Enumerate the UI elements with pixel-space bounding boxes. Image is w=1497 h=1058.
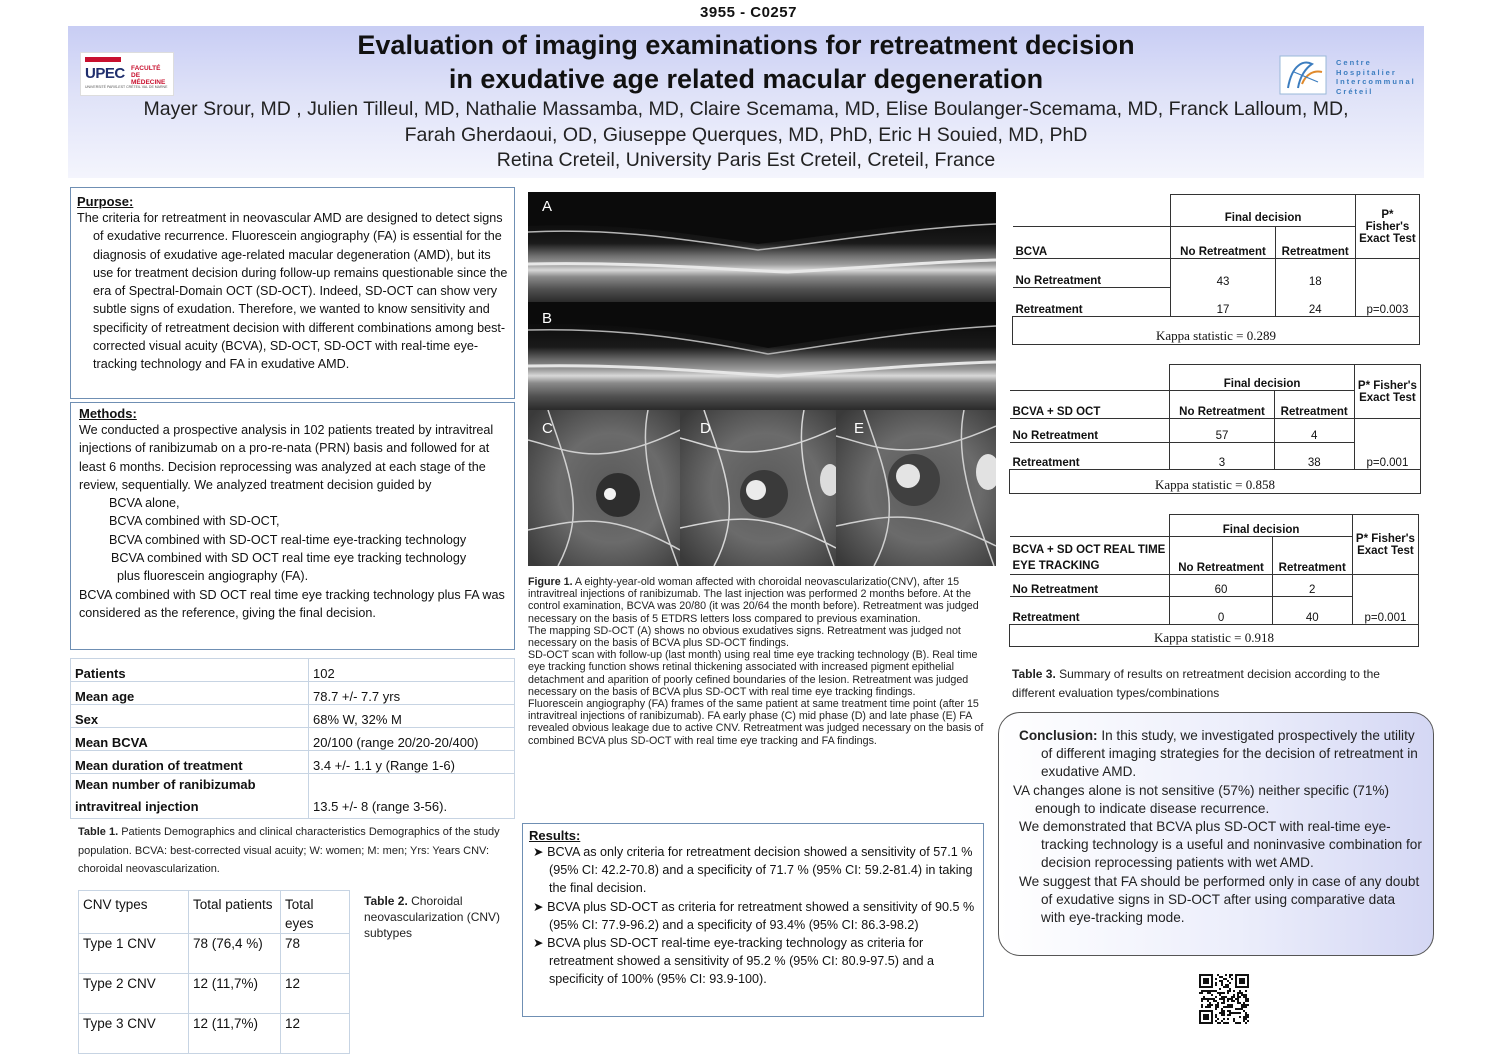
arrow-bullet-icon: ➤ xyxy=(533,936,548,951)
cell: Type 1 CNV xyxy=(79,934,189,974)
table-row xyxy=(71,659,515,682)
authors xyxy=(68,97,1424,174)
cell: 78 (76,4 %) xyxy=(189,934,281,974)
table-header: CNV types xyxy=(79,891,189,934)
demo-label: Mean age xyxy=(71,682,309,705)
logo-red-bar xyxy=(85,57,121,62)
row-label: No Retreatment xyxy=(1010,419,1170,443)
purpose-heading: Purpose: xyxy=(77,194,134,209)
table-row xyxy=(1010,515,1419,537)
results-bullet xyxy=(529,934,977,989)
results-bullet xyxy=(529,843,977,898)
caption-paragraph: Fluorescein angiography (FA) frames of the same patient at same treatment time point (after 15 intravitreal injections of ranibizumab). FA early phase (C) mid phase (D) and late phase (E) FA revealed obvious leakage due to active CNV. Retreatment was judged necessary on the basis of combined BCVA plus SD-OCT with real time eye tracking and FA findings. xyxy=(528,698,984,747)
logo-upec-text: UPEC xyxy=(85,65,125,82)
row-label: Retreatment xyxy=(1010,597,1170,625)
methods-item: BCVA combined with SD-OCT real-time eye-tracking technology xyxy=(109,532,467,547)
results-section xyxy=(522,823,984,1017)
upec-logo xyxy=(80,52,174,96)
title-line-1: Evaluation of imaging examinations for retreatment decision xyxy=(357,30,1135,60)
fisher-line1: P* Fisher's xyxy=(1355,532,1415,545)
table-row xyxy=(1010,575,1419,597)
oct-image-a xyxy=(528,192,996,302)
panel-label: D xyxy=(700,420,711,437)
figure-1-images xyxy=(528,192,996,566)
conclusion-paragraph xyxy=(1019,727,1423,782)
demo-value: 13.5 +/- 8 (range 3-56). xyxy=(309,774,515,819)
cell: 12 xyxy=(281,1014,350,1054)
conclusion-paragraph: We demonstrated that BCVA plus SD-OCT with real-time eye-tracking technology is a useful and noninvasive combination for decision reprocessing patients with wet AMD. xyxy=(1019,819,1422,871)
demo-label: Mean BCVA xyxy=(71,728,309,751)
conclusion-paragraph: We suggest that FA should be performed only in case of any doubt of exudative signs in SD-OCT after using comparative data with eye-tracking mode. xyxy=(1019,873,1420,926)
row-label-header: BCVA xyxy=(1013,227,1171,259)
caption-lead: Figure 1. xyxy=(528,576,573,588)
cell: 0 xyxy=(1170,597,1272,625)
caption-text: A eighty-year-old woman affected with choroidal neovascularizatio(CNV), after 15 intravitreal injections of ranibizumab. The last injection was performed 2 months before. At the control examination, BCVA was 20/80 (it was 20/64 the month before). Retreatment was judged necessary on the basis of 5 ETDRS letters loss compared to previous examination. xyxy=(528,576,979,625)
table-row xyxy=(1010,625,1419,647)
purpose-section xyxy=(70,187,515,399)
figure1-caption xyxy=(528,576,990,747)
col-header: No Retreatment xyxy=(1171,227,1275,259)
fisher-line2: Exact Test xyxy=(1359,232,1416,245)
cell: 2 xyxy=(1272,575,1352,597)
panel-label: A xyxy=(542,198,553,215)
table-row xyxy=(1010,419,1421,443)
cell: 40 xyxy=(1272,597,1352,625)
oct-image-b xyxy=(528,302,996,410)
demo-value: 102 xyxy=(309,659,515,682)
cell: 78 xyxy=(281,934,350,974)
poster-id: 3955 - C0257 xyxy=(700,4,797,21)
cell: 38 xyxy=(1274,443,1354,470)
caption-lead: Table 3. xyxy=(1012,667,1056,681)
panel-label: E xyxy=(854,420,865,437)
demo-value: 68% W, 32% M xyxy=(309,705,515,728)
demo-label xyxy=(71,774,309,819)
authors-line-2: Farah Gherdaoui, OD, Giuseppe Querques, MD, PhD, Eric H Souied, MD, PhD xyxy=(404,123,1088,146)
demo-value: 78.7 +/- 7.7 yrs xyxy=(309,682,515,705)
demo-label: Sex xyxy=(71,705,309,728)
fisher-line1: P* Fisher's xyxy=(1365,208,1410,233)
row-label-line2: EYE TRACKING xyxy=(1012,560,1100,572)
caption-paragraph: SD-OCT scan with follow-up (last month) using real time eye tracking technology (B). Real time eye tracking function shows retinal thickening associated with increased pigment epithelial detachment and aparition of poorly cefined boundaries of the lesion. Retreatment was judged necessary on the basis of BCVA plus SD-OCT with real time eye tracking findings. xyxy=(528,649,978,698)
methods-item-cont: plus fluorescein angiography (FA). xyxy=(117,569,309,584)
caption-paragraph xyxy=(528,576,990,625)
methods-item: BCVA combined with SD-OCT, xyxy=(109,514,280,529)
arrow-bullet-icon: ➤ xyxy=(533,845,548,859)
table-row xyxy=(79,1014,350,1054)
fisher-header xyxy=(1354,365,1420,419)
final-decision-header: Final decision xyxy=(1171,195,1355,227)
methods-item: BCVA combined with SD OCT real time eye tracking technology xyxy=(111,551,467,566)
table-row xyxy=(71,774,515,819)
chic-logo xyxy=(1278,54,1416,98)
methods-outro: BCVA combined with SD OCT real time eye tracking technology plus FA was considered as the reference, giving the final decision. xyxy=(79,587,505,620)
results-bullet-text: BCVA plus SD-OCT as criteria for retreatment showed a sensitivity of 90.5 % (95% CI: 77.9-96.2) and a specificity of 93.4% (95% CI: 86.3-98.2) xyxy=(547,899,975,932)
decision-table-bcva-sdoct-eyetracking xyxy=(1009,514,1419,647)
col-header: Retreatment xyxy=(1272,537,1352,575)
fisher-line2: Exact Test xyxy=(1357,544,1414,557)
cell: 57 xyxy=(1170,419,1274,443)
qr-code-icon xyxy=(1199,974,1249,1024)
table-row xyxy=(71,751,515,774)
conclusion-heading: Conclusion: xyxy=(1019,728,1098,743)
title-line-2: in exudative age related macular degeneration xyxy=(448,64,1044,94)
table-row xyxy=(1010,470,1421,494)
cell: 17 xyxy=(1171,288,1275,317)
kappa-statistic: Kappa statistic = 0.858 xyxy=(1010,470,1421,494)
table-row xyxy=(71,682,515,705)
table3-caption xyxy=(1012,665,1422,702)
cell: Type 3 CNV xyxy=(79,1014,189,1054)
cell: 60 xyxy=(1170,575,1272,597)
caption-text: Summary of results on retreatment decision according to the different evaluation types/combinations xyxy=(1012,667,1380,700)
p-value: p=0.001 xyxy=(1352,575,1418,625)
row-label-header xyxy=(1010,537,1170,575)
results-bullet-text: BCVA as only criteria for retreatment decision showed a sensitivity of 57.1 % (95% CI: 42.2-70.8) and a specificity of 71.7 % (95% CI: 59.2-81.4) in taking the final decision. xyxy=(547,845,973,896)
demo-label-line2: intravitreal injection xyxy=(75,799,199,814)
table2-caption xyxy=(364,893,514,941)
fisher-line1: P* Fisher's xyxy=(1357,379,1417,392)
table-row xyxy=(1013,195,1420,227)
qr-code-graphic xyxy=(1199,974,1249,1024)
row-label: Retreatment xyxy=(1010,443,1170,470)
table-row xyxy=(79,974,350,1014)
table-header: Total patients xyxy=(189,891,281,934)
p-value: p=0.001 xyxy=(1354,419,1420,470)
demo-label-line1: Mean number of ranibizumab xyxy=(75,777,256,792)
row-label-header: BCVA + SD OCT xyxy=(1010,391,1170,419)
caption-text: Patients Demographics and clinical characteristics Demographics of the study population. BCVA: best-corrected visual acuity; W: women; M: men; Yrs: Years CNV: choroidal neovascularization. xyxy=(78,826,500,875)
logo-faculty-text xyxy=(131,65,173,86)
cell: 43 xyxy=(1171,259,1275,288)
fisher-line2: Exact Test xyxy=(1359,391,1416,404)
demo-label: Mean duration of treatment xyxy=(71,751,309,774)
conclusion-section xyxy=(998,712,1434,956)
methods-section xyxy=(70,402,515,650)
cell: 18 xyxy=(1275,259,1355,288)
logo-faculty-line1: FACULTÉ xyxy=(131,65,161,72)
results-bullet xyxy=(529,898,977,934)
affiliation: Retina Creteil, University Paris Est Creteil, Creteil, France xyxy=(496,149,996,171)
conclusion-paragraph: VA changes alone is not sensitive (57%) neither specific (71%) enough to indicate disease recurrence. xyxy=(1013,782,1390,816)
fisher-header xyxy=(1352,515,1418,575)
methods-heading: Methods: xyxy=(79,406,137,421)
row-label: No Retreatment xyxy=(1010,575,1170,597)
cell: Type 2 CNV xyxy=(79,974,189,1014)
methods-intro: We conducted a prospective analysis in 102 patients treated by intravitreal injections of ranibizumab on a pro-re-nata (PRN) basis and followed for at least 6 months. Decision reprocessing was analyzed at each stage of the review, sequentially. We analyzed treatment decision guided by xyxy=(79,423,494,492)
table-row xyxy=(71,728,515,751)
table-row xyxy=(1013,259,1420,288)
chic-line4: Créteil xyxy=(1336,86,1374,96)
col-header: No Retreatment xyxy=(1170,537,1272,575)
col-header: Retreatment xyxy=(1275,227,1355,259)
cell: 12 xyxy=(281,974,350,1014)
col-header: Retreatment xyxy=(1274,391,1354,419)
demo-value: 3.4 +/- 1.1 y (Range 1-6) xyxy=(309,751,515,774)
purpose-text: The criteria for retreatment in neovascular AMD are designed to detect signs of exudative recurrence. Fluorescein angiography (FA) is essential for the diagnosis of exudative age-related macular degeneration (AMD), but its use for treatment decision during follow-up remains questionable since the era of Spectral-Domain OCT (SD-OCT). Indeed, SD-OCT can show very subtle signs of exudation. Therefore, we wanted to know sensitivity and specificity of retreatment decision with different combinations among best-corrected visual acuity (BCVA), SD-OCT, SD-OCT with real-time eye-tracking technology and FA in exudative AMD. xyxy=(77,211,508,372)
decision-table-bcva-sdoct xyxy=(1009,364,1421,494)
table1-caption xyxy=(78,823,508,879)
demo-value: 20/100 (range 20/20-20/400) xyxy=(309,728,515,751)
row-label: Retreatment xyxy=(1013,288,1171,317)
table-row xyxy=(71,705,515,728)
oct-scan-a xyxy=(528,192,996,302)
col-header: No Retreatment xyxy=(1170,391,1274,419)
logo-faculty-line2: DE MÉDECINE xyxy=(131,72,166,86)
authors-line-1: Mayer Srour, MD , Julien Tilleul, MD, Nathalie Massamba, MD, Claire Scemama, MD, Elise Boulanger-Scemama, MD, Franck Lalloum, MD, xyxy=(143,98,1349,120)
chic-logo-text xyxy=(1336,58,1416,96)
results-heading: Results: xyxy=(529,828,581,843)
table-header: Total eyes xyxy=(281,891,350,934)
cnv-types-table xyxy=(78,890,350,1054)
panel-label: C xyxy=(542,420,553,437)
panel-label: B xyxy=(542,310,553,327)
chic-line2: Hospitalier xyxy=(1336,67,1397,77)
table-header-row xyxy=(79,891,350,934)
kappa-statistic: Kappa statistic = 0.918 xyxy=(1010,625,1419,647)
decision-table-bcva xyxy=(1012,194,1420,345)
cell: 4 xyxy=(1274,419,1354,443)
cell: 24 xyxy=(1275,288,1355,317)
kappa-statistic: Kappa statistic = 0.289 xyxy=(1013,317,1420,345)
table-row xyxy=(1010,365,1421,391)
cell: 3 xyxy=(1170,443,1274,470)
poster-title xyxy=(68,28,1424,96)
conclusion-text: In this study, we investigated prospectively the utility of different imaging strategies for the decision of retreatment in exudative AMD. xyxy=(1041,728,1418,780)
demo-label: Patients xyxy=(71,659,309,682)
caption-paragraph: The mapping SD-OCT (A) shows no obvious exudatives signs. Retreatment was judged not necessary on the basis of BCVA plus SD-OCT findings. xyxy=(528,624,961,650)
methods-item: BCVA alone, xyxy=(109,496,180,511)
logo-small-text: UNIVERSITÉ PARIS-EST CRÉTEIL VAL DE MARNE xyxy=(85,85,168,89)
chic-line1: Centre xyxy=(1336,58,1372,67)
demographics-table xyxy=(70,658,515,819)
oct-scan-b xyxy=(528,302,996,412)
row-label-line1: BCVA + SD OCT REAL TIME xyxy=(1012,544,1166,556)
cell: 12 (11,7%) xyxy=(189,974,281,1014)
caption-lead: Table 2. xyxy=(364,894,408,908)
arrow-bullet-icon: ➤ xyxy=(533,899,548,914)
p-value: p=0.003 xyxy=(1355,259,1419,317)
results-bullet-text: BCVA plus SD-OCT real-time eye-tracking technology as criteria for retreatment showed a sensitivity of 95.2 % (95% CI: 80.9-97.5) and a specificity of 100% (95% CI: 93.9-100). xyxy=(547,936,935,987)
caption-text: Choroidal neovascularization (CNV) subtypes xyxy=(364,894,501,940)
table-row xyxy=(79,934,350,974)
row-label: No Retreatment xyxy=(1013,259,1171,288)
cell: 12 (11,7%) xyxy=(189,1014,281,1054)
fisher-header xyxy=(1355,195,1419,259)
caption-lead: Table 1. xyxy=(78,826,119,838)
chic-line3: Intercommunal xyxy=(1336,77,1416,86)
final-decision-header: Final decision xyxy=(1170,365,1354,391)
final-decision-header: Final decision xyxy=(1170,515,1352,537)
table-row xyxy=(1013,317,1420,345)
chic-emblem-icon xyxy=(1278,54,1332,98)
